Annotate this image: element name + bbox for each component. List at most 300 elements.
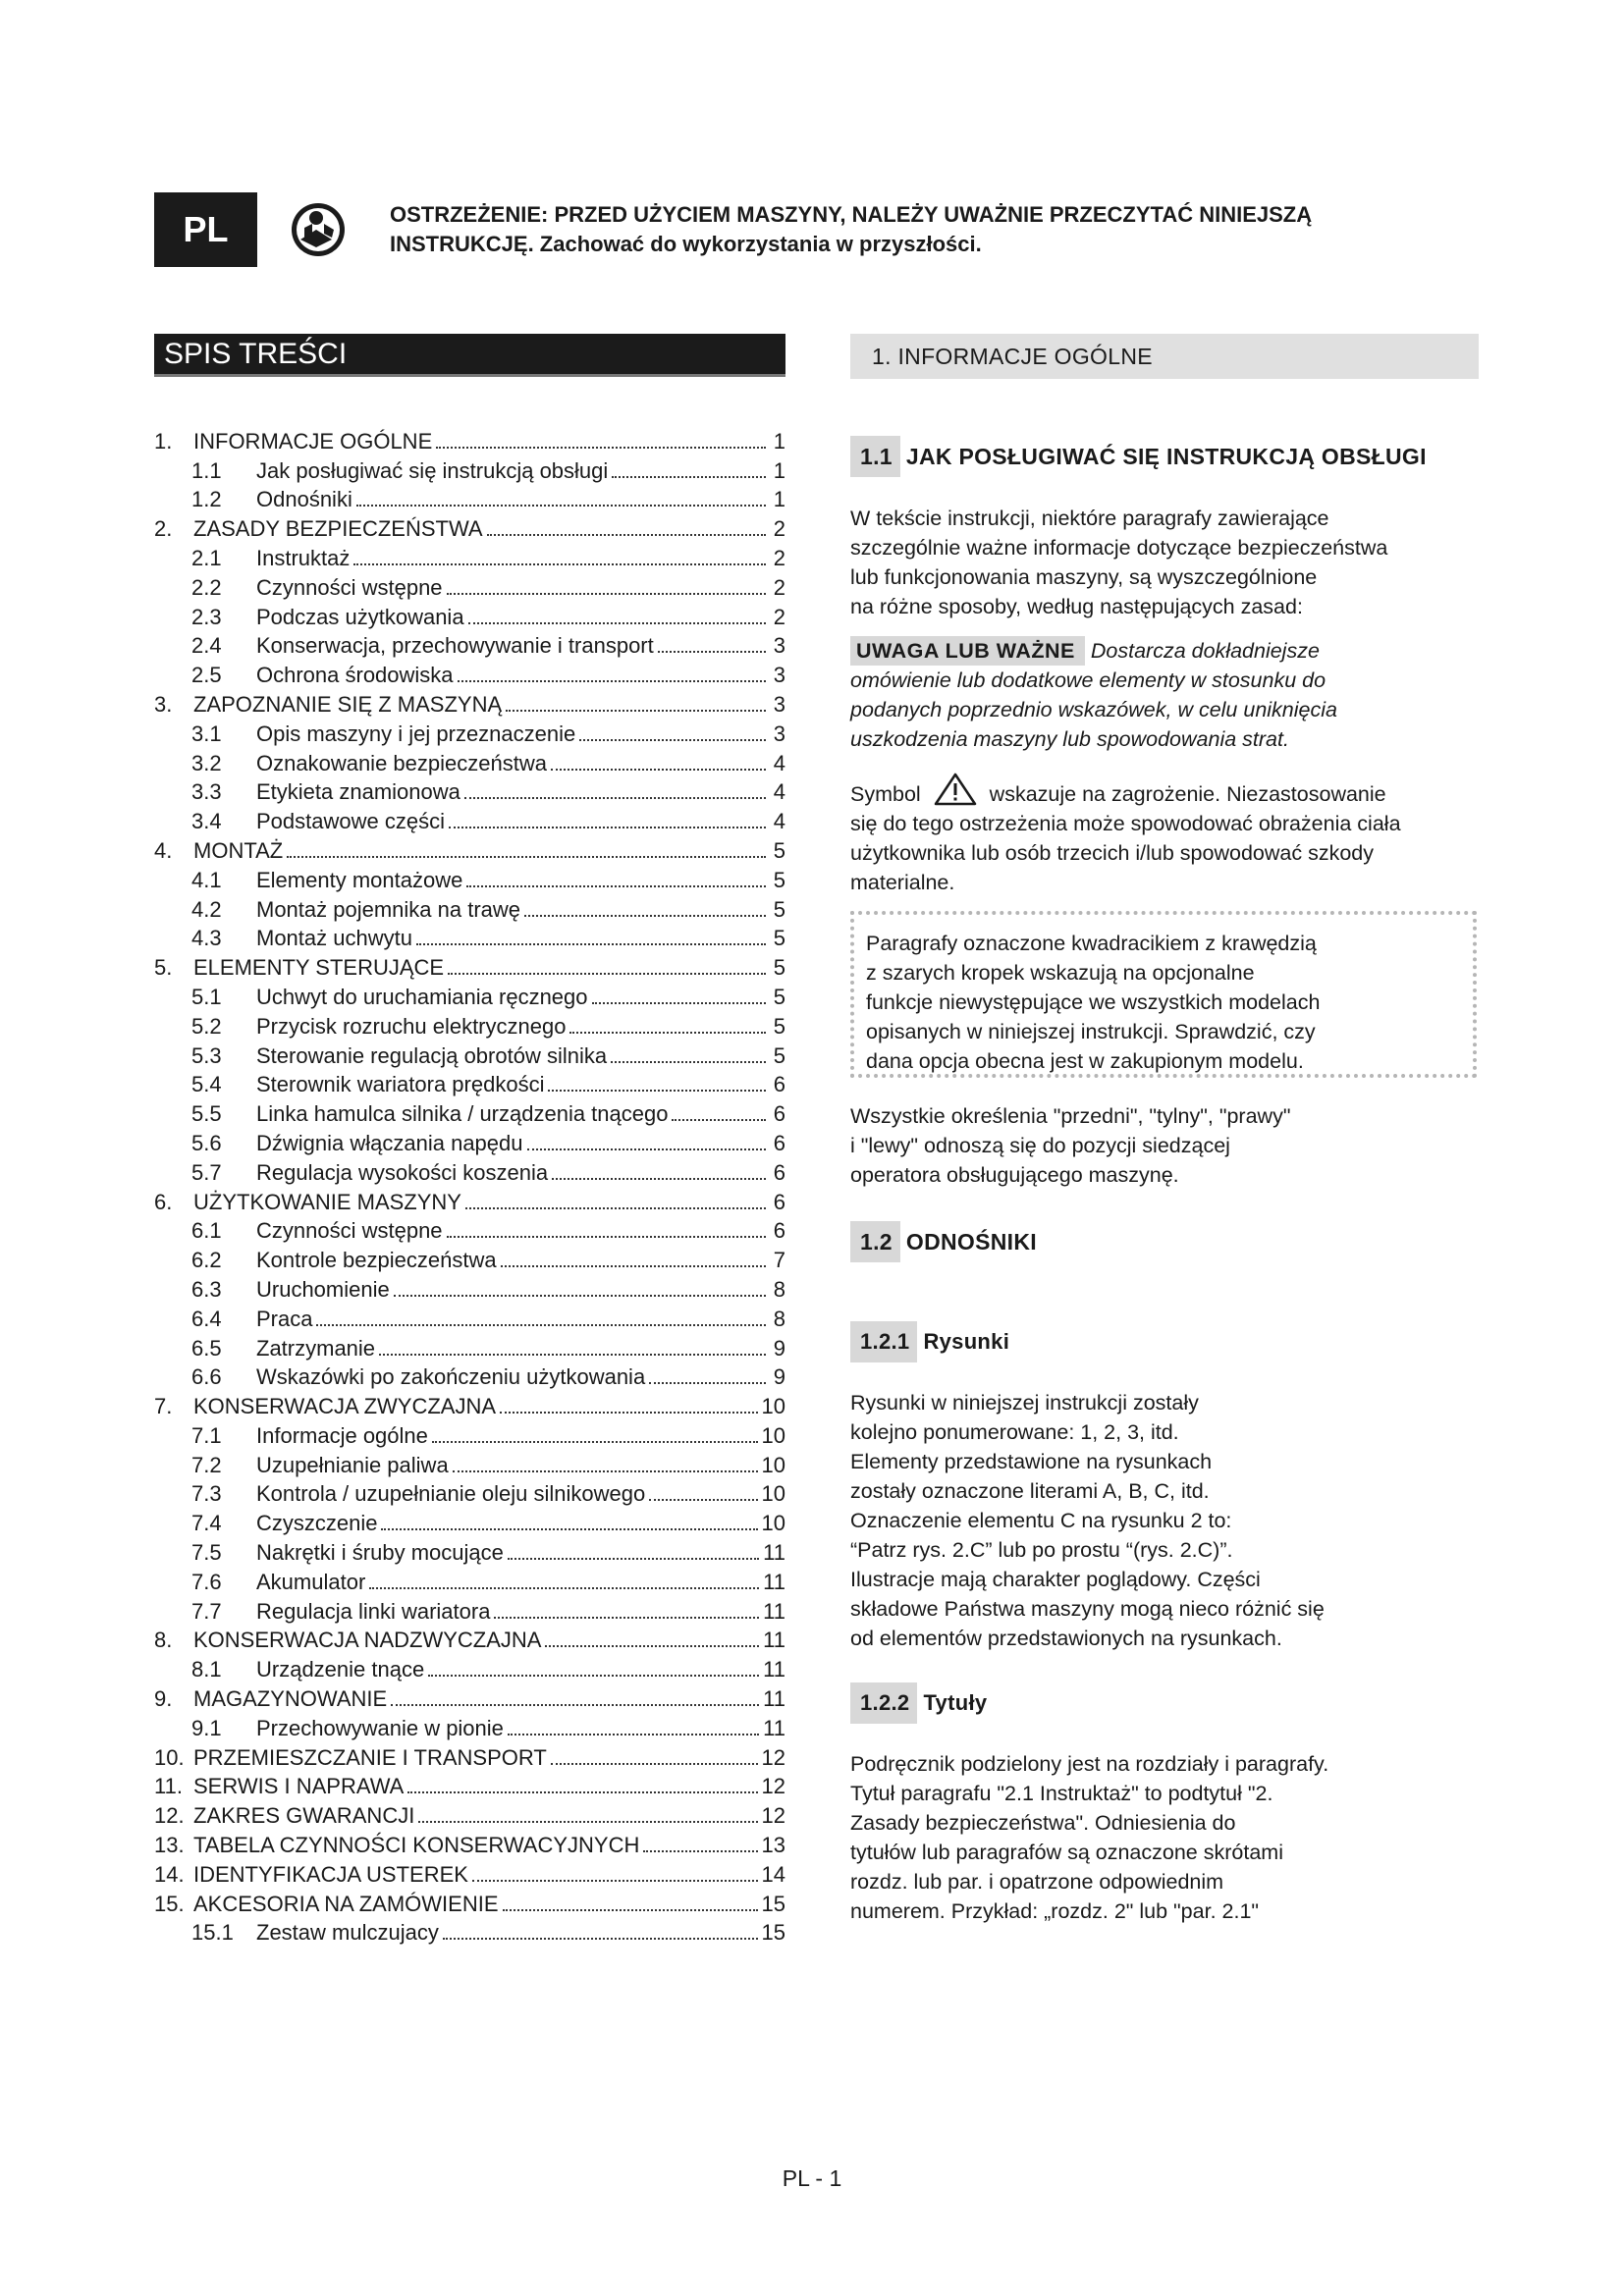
text-line: użytkownika lub osób trzecich i/lub spowodować szkody — [850, 841, 1374, 865]
toc-item-label: Regulacja linki wariatora — [256, 1598, 491, 1624]
toc-item-label: Odnośniki — [256, 487, 352, 512]
toc-item-label: Zatrzymanie — [256, 1335, 376, 1361]
subsection-title: Rysunki — [923, 1329, 1010, 1354]
toc-item-label: Oznakowanie bezpieczeństwa — [256, 750, 547, 775]
toc-item-label: Nakrętki i śruby mocujące — [256, 1540, 504, 1566]
toc-item-page: 6 — [773, 1159, 785, 1185]
toc-item-page: 5 — [773, 867, 785, 892]
toc-item-page: 14 — [761, 1861, 785, 1887]
read-manual-icon — [287, 200, 352, 259]
toc-dot-leader — [551, 1762, 758, 1765]
toc-item-label: MAGAZYNOWANIE — [193, 1686, 388, 1712]
toc-item-label: Wskazówki po zakończeniu użytkowania — [256, 1364, 646, 1390]
toc-dot-leader — [465, 1206, 766, 1209]
toc-item-number: 2.4 — [191, 633, 222, 659]
subsection-1-1-heading — [850, 436, 1427, 477]
toc-item — [154, 629, 785, 659]
text-line: kolejno ponumerowane: 1, 2, 3, itd. — [850, 1420, 1179, 1444]
subsection-number: 1.2 — [850, 1221, 900, 1262]
toc-item-number: 7.7 — [191, 1598, 222, 1624]
toc-item-number: 6. — [154, 1189, 173, 1214]
subsection-1-2-heading — [850, 1221, 1037, 1262]
toc-dot-leader — [508, 1557, 759, 1560]
toc-item-number: 14. — [154, 1861, 185, 1887]
toc-item-page: 9 — [773, 1335, 785, 1361]
warning-triangle-icon — [933, 772, 978, 807]
toc-title: SPIS TREŚCI — [164, 337, 348, 370]
text-line: materialne. — [850, 871, 955, 894]
toc-item-label: Sterownik wariatora prędkości — [256, 1072, 545, 1097]
toc-item-number: 5.3 — [191, 1042, 222, 1068]
toc-item-label: Praca — [256, 1306, 313, 1331]
toc-item — [154, 1916, 785, 1946]
toc-item — [154, 775, 785, 805]
toc-item-page: 15 — [761, 1920, 785, 1946]
toc-title-bar — [154, 334, 785, 377]
toc-dot-leader — [379, 1353, 766, 1356]
toc-item-page: 10 — [761, 1511, 785, 1536]
subsection-title: ODNOŚNIKI — [905, 1228, 1037, 1255]
toc-item-label: Urządzenie tnące — [256, 1657, 425, 1682]
optional-feature-box — [850, 911, 1477, 1078]
language-badge-label: PL — [183, 209, 229, 249]
toc-item — [154, 1682, 785, 1711]
toc-item — [154, 1389, 785, 1418]
toc-item-label: Czynności wstępne — [256, 574, 443, 600]
toc-dot-leader — [672, 1118, 766, 1121]
toc-item-label: Czynności wstępne — [256, 1218, 443, 1244]
toc-item-page: 10 — [761, 1394, 785, 1419]
toc-item-page: 5 — [773, 1042, 785, 1068]
text-line: się do tego ostrzeżenia może spowodować obrażenia ciała — [850, 812, 1401, 835]
toc-item-number: 10. — [154, 1744, 185, 1770]
toc-item — [154, 1857, 785, 1887]
toc-item-page: 4 — [773, 750, 785, 775]
toc-dot-leader — [436, 446, 766, 449]
toc-item-page: 12 — [761, 1744, 785, 1770]
toc-item-page: 10 — [761, 1422, 785, 1448]
text-line: dana opcja obecna jest w zakupionym modelu. — [866, 1049, 1304, 1073]
toc-item-number: 6.4 — [191, 1306, 222, 1331]
subsection-number: 1.1 — [850, 436, 900, 477]
text-line: funkcje niewystępujące we wszystkich modelach — [866, 990, 1321, 1014]
toc-item-number: 6.5 — [191, 1335, 222, 1361]
toc-item-number: 12. — [154, 1803, 185, 1829]
toc-item — [154, 1302, 785, 1331]
toc-item-label: Akumulator — [256, 1569, 366, 1594]
toc-item-number: 6.6 — [191, 1364, 222, 1390]
toc-item-label: Kontrole bezpieczeństwa — [256, 1248, 497, 1273]
toc-item — [154, 804, 785, 833]
toc-item-page: 6 — [773, 1072, 785, 1097]
toc-item — [154, 717, 785, 746]
toc-dot-leader — [407, 1790, 757, 1793]
toc-item-page: 2 — [773, 604, 785, 629]
toc-item — [154, 1096, 785, 1126]
toc-item-label: Podstawowe części — [256, 809, 445, 834]
toc-item-label: Etykieta znamionowa — [256, 779, 460, 805]
toc-item-number: 4. — [154, 837, 173, 863]
toc-item-page: 2 — [773, 545, 785, 570]
toc-dot-leader — [508, 1733, 759, 1735]
toc-item-page: 5 — [773, 896, 785, 922]
toc-item-page: 10 — [761, 1481, 785, 1507]
toc-item — [154, 1009, 785, 1039]
toc-item-label: Uchwyt do uruchamiania ręcznego — [256, 984, 588, 1009]
titles-paragraph — [850, 1749, 1479, 1926]
toc-dot-leader — [643, 1849, 757, 1852]
toc-dot-leader — [649, 1498, 757, 1501]
toc-item-number: 13. — [154, 1833, 185, 1858]
toc-dot-leader — [428, 1674, 759, 1677]
toc-item-page: 11 — [763, 1598, 785, 1624]
toc-item-label: UŻYTKOWANIE MASZYNY — [193, 1189, 461, 1214]
page-number: PL - 1 — [782, 2165, 842, 2191]
text-line: Elementy przedstawione na rysunkach — [850, 1450, 1213, 1473]
toc-dot-leader — [356, 504, 766, 507]
toc-item-label: Elementy montażowe — [256, 867, 463, 892]
toc-item — [154, 1711, 785, 1740]
safety-warning-header — [390, 200, 1489, 259]
toc-item-label: Informacje ogólne — [256, 1422, 428, 1448]
toc-item-number: 7.6 — [191, 1569, 222, 1594]
position-paragraph — [850, 1101, 1479, 1190]
toc-item — [154, 980, 785, 1009]
toc-item-label: IDENTYFIKACJA USTEREK — [193, 1861, 468, 1887]
toc-dot-leader — [466, 884, 766, 887]
text-line: lub funkcjonowania maszyny, są wyszczególnione — [850, 565, 1318, 589]
toc-dot-leader — [552, 1177, 766, 1180]
text-line: W tekście instrukcji, niektóre paragrafy zawierające — [850, 507, 1329, 530]
toc-item-label: Podczas użytkowania — [256, 604, 464, 629]
toc-item-number: 5.2 — [191, 1013, 222, 1039]
toc-item — [154, 1331, 785, 1361]
subsection-title: Tytuły — [923, 1690, 988, 1715]
toc-item-label: ZAKRES GWARANCJI — [193, 1803, 415, 1829]
toc-item-page: 3 — [773, 633, 785, 659]
subsection-number: 1.2.2 — [850, 1682, 917, 1724]
toc-dot-leader — [658, 650, 766, 653]
toc-dot-leader — [369, 1586, 759, 1589]
toc-item-page: 3 — [773, 691, 785, 717]
text-line: i "lewy" odnoszą się do pozycji siedzącej — [850, 1134, 1230, 1157]
toc-item-number: 1.2 — [191, 487, 222, 512]
toc-item-label: Przechowywanie w pionie — [256, 1715, 504, 1740]
toc-item-page: 11 — [763, 1657, 785, 1682]
toc-item — [154, 1770, 785, 1799]
toc-dot-leader — [524, 914, 766, 917]
toc-item-label: Dźwignia włączania napędu — [256, 1130, 523, 1155]
toc-dot-leader — [447, 592, 766, 595]
text-line: od elementów przedstawionych na rysunkach. — [850, 1627, 1282, 1650]
toc-item-number: 3.4 — [191, 809, 222, 834]
toc-item — [154, 1624, 785, 1653]
toc-item-label: Konserwacja, przechowywanie i transport — [256, 633, 654, 659]
toc-item — [154, 454, 785, 483]
text-line: zostały oznaczone literami A, B, C, itd. — [850, 1479, 1210, 1503]
toc-item-label: Przycisk rozruchu elektrycznego — [256, 1013, 567, 1039]
text-line: na różne sposoby, według następujących zasad: — [850, 595, 1303, 618]
toc-item-label: TABELA CZYNNOŚCI KONSERWACYJNYCH — [193, 1833, 640, 1858]
toc-dot-leader — [394, 1294, 766, 1297]
toc-item-number: 2.5 — [191, 663, 222, 688]
toc-item-label: Montaż uchwytu — [256, 926, 412, 951]
text-line: Tytuł paragrafu "2.1 Instruktaż" to podtytuł "2. — [850, 1782, 1273, 1805]
toc-item-number: 9.1 — [191, 1715, 222, 1740]
toc-item — [154, 1887, 785, 1916]
toc-item-page: 3 — [773, 663, 785, 688]
toc-item-label: Uruchomienie — [256, 1276, 390, 1302]
toc-item-page: 13 — [761, 1833, 785, 1858]
toc-item-label: Regulacja wysokości koszenia — [256, 1159, 549, 1185]
toc-item — [154, 746, 785, 775]
text-line: “Patrz rys. 2.C” lub po prostu “(rys. 2.C)”. — [850, 1538, 1233, 1562]
toc-item-number: 1. — [154, 428, 173, 454]
toc-item-page: 6 — [773, 1130, 785, 1155]
toc-dot-leader — [579, 738, 766, 741]
toc-item-label: MONTAŻ — [193, 837, 284, 863]
toc-item-page: 8 — [773, 1276, 785, 1302]
toc-dot-leader — [464, 796, 766, 799]
toc-dot-leader — [353, 562, 766, 565]
toc-dot-leader — [649, 1381, 766, 1384]
toc-item — [154, 1243, 785, 1272]
toc-item-number: 7.2 — [191, 1452, 222, 1477]
toc-item-page: 6 — [773, 1101, 785, 1127]
toc-item-number: 5.5 — [191, 1101, 222, 1127]
toc-item-number: 6.1 — [191, 1218, 222, 1244]
toc-item-number: 15. — [154, 1891, 185, 1916]
text-line: z szarych kropek wskazują na opcjonalne — [866, 961, 1255, 985]
toc-item-page: 15 — [761, 1891, 785, 1916]
toc-dot-leader — [551, 768, 766, 771]
toc-dot-leader — [494, 1616, 759, 1619]
toc-item — [154, 1506, 785, 1535]
toc-dot-leader — [453, 1469, 758, 1472]
toc-dot-leader — [611, 1060, 766, 1063]
toc-dot-leader — [416, 942, 766, 945]
table-of-contents — [154, 424, 785, 1945]
toc-item-label: KONSERWACJA ZWYCZAJNA — [193, 1394, 497, 1419]
toc-item-number: 5.1 — [191, 984, 222, 1009]
toc-item-label: Sterowanie regulacją obrotów silnika — [256, 1042, 608, 1068]
toc-dot-leader — [501, 1264, 766, 1267]
toc-item-number: 8. — [154, 1628, 173, 1653]
toc-item-number: 2.2 — [191, 574, 222, 600]
toc-dot-leader — [418, 1820, 757, 1823]
text-line: szczególnie ważne informacje dotyczące bezpieczeństwa — [850, 536, 1388, 560]
toc-item — [154, 1652, 785, 1682]
note-text: Dostarcza dokładniejsze — [1090, 639, 1320, 663]
subsection-1-2-1-heading — [850, 1321, 1009, 1362]
text-line: operatora obsługującego maszynę. — [850, 1163, 1179, 1187]
toc-item-label: Opis maszyny i jej przeznaczenie — [256, 721, 576, 746]
toc-item — [154, 1214, 785, 1244]
toc-item-number: 11. — [154, 1774, 183, 1799]
toc-dot-leader — [506, 709, 766, 712]
warning-line-1: OSTRZEŻENIE: PRZED UŻYCIEM MASZYNY, NALEŻY UWAŻNIE PRZECZYTAĆ NINIEJSZĄ — [390, 202, 1313, 227]
toc-dot-leader — [448, 972, 766, 975]
toc-item — [154, 892, 785, 922]
toc-item-number: 4.1 — [191, 867, 222, 892]
toc-dot-leader — [487, 533, 766, 536]
toc-dot-leader — [527, 1148, 767, 1150]
toc-item-label: SERWIS I NAPRAWA — [193, 1774, 405, 1799]
toc-item-number: 2.3 — [191, 604, 222, 629]
toc-item-label: AKCESORIA NA ZAMÓWIENIE — [193, 1891, 499, 1916]
toc-item — [154, 950, 785, 980]
toc-item-number: 5.7 — [191, 1159, 222, 1185]
toc-item-page: 12 — [761, 1774, 785, 1799]
toc-item — [154, 483, 785, 512]
toc-item-number: 4.3 — [191, 926, 222, 951]
toc-item-page: 5 — [773, 955, 785, 981]
note-line: uszkodzenia maszyny lub spowodowania strat. — [850, 727, 1289, 751]
text-line: składowe Państwa maszyny mogą nieco różnić się — [850, 1597, 1325, 1621]
note-line: omówienie lub dodatkowe elementy w stosunku do — [850, 668, 1326, 692]
toc-item-page: 5 — [773, 984, 785, 1009]
toc-item-label: Linka hamulca silnika / urządzenia tnącego — [256, 1101, 669, 1127]
toc-item — [154, 1272, 785, 1302]
toc-item-label: Jak posługiwać się instrukcją obsługi — [256, 457, 609, 483]
text-line: Podręcznik podzielony jest na rozdziały i paragrafy. — [850, 1752, 1329, 1776]
subsection-title: JAK POSŁUGIWAĆ SIĘ INSTRUKCJĄ OBSŁUGI — [905, 443, 1427, 469]
toc-item-number: 3.2 — [191, 750, 222, 775]
subsection-1-2-2-heading — [850, 1682, 987, 1724]
toc-item — [154, 833, 785, 863]
toc-item-page: 11 — [763, 1686, 785, 1712]
toc-dot-leader — [316, 1323, 766, 1326]
section-title-bar — [850, 334, 1479, 379]
toc-dot-leader — [612, 475, 766, 478]
toc-item-page: 2 — [773, 574, 785, 600]
toc-item — [154, 1361, 785, 1390]
toc-item-label: Ochrona środowiska — [256, 663, 454, 688]
toc-item-label: Montaż pojemnika na trawę — [256, 896, 521, 922]
text-line: Wszystkie określenia "przedni", "tylny", "prawy" — [850, 1104, 1291, 1128]
toc-item-label: KONSERWACJA NADZWYCZAJNA — [193, 1628, 542, 1653]
toc-item-label: ZASADY BEZPIECZEŃSTWA — [193, 516, 483, 542]
toc-item-number: 7.5 — [191, 1540, 222, 1566]
toc-item-number: 6.3 — [191, 1276, 222, 1302]
text-line: tytułów lub paragrafów są oznaczone skrótami — [850, 1841, 1283, 1864]
toc-item-label: Instruktaż — [256, 545, 351, 570]
toc-dot-leader — [287, 855, 766, 858]
toc-item-page: 11 — [763, 1540, 785, 1566]
toc-item-number: 7.3 — [191, 1481, 222, 1507]
figures-paragraph — [850, 1388, 1479, 1653]
toc-item-label: Kontrola / uzupełnianie oleju silnikowego — [256, 1481, 646, 1507]
toc-item-number: 5. — [154, 955, 173, 981]
toc-dot-leader — [443, 1937, 758, 1940]
toc-dot-leader — [592, 1001, 766, 1004]
section-title: 1. INFORMACJE OGÓLNE — [872, 343, 1153, 369]
toc-item-page: 12 — [761, 1803, 785, 1829]
symbol-paragraph — [850, 772, 1479, 897]
toc-item-label: Zestaw mulczujacy — [256, 1920, 439, 1946]
toc-item-page: 3 — [773, 721, 785, 746]
note-paragraph — [850, 636, 1479, 754]
note-label: UWAGA LUB WAŻNE — [850, 636, 1085, 666]
toc-item-page: 10 — [761, 1452, 785, 1477]
text-line: Paragrafy oznaczone kwadracikiem z krawędzią — [866, 932, 1317, 955]
toc-item-page: 7 — [773, 1248, 785, 1273]
toc-item — [154, 1828, 785, 1857]
toc-item-number: 5.4 — [191, 1072, 222, 1097]
toc-item-number: 15.1 — [191, 1920, 234, 1946]
toc-dot-leader — [432, 1440, 758, 1443]
toc-item-page: 6 — [773, 1218, 785, 1244]
toc-item — [154, 600, 785, 629]
toc-item-page: 8 — [773, 1306, 785, 1331]
subsection-number: 1.2.1 — [850, 1321, 917, 1362]
toc-item-number: 3. — [154, 691, 173, 717]
toc-item-page: 1 — [773, 457, 785, 483]
language-badge — [154, 192, 257, 267]
toc-dot-leader — [503, 1908, 758, 1911]
toc-item — [154, 1155, 785, 1185]
toc-item-number: 5.6 — [191, 1130, 222, 1155]
toc-item — [154, 1039, 785, 1068]
toc-item-number: 3.1 — [191, 721, 222, 746]
symbol-text: wskazuje na zagrożenie. Niezastosowanie — [989, 782, 1386, 806]
toc-item-page: 11 — [763, 1569, 785, 1594]
toc-item-number: 3.3 — [191, 779, 222, 805]
toc-dot-leader — [468, 621, 766, 624]
toc-item — [154, 1126, 785, 1155]
toc-item — [154, 687, 785, 717]
text-line: rozdz. lub par. i opatrzone odpowiednim — [850, 1870, 1224, 1894]
toc-dot-leader — [449, 826, 766, 828]
toc-item-label: ELEMENTY STERUJĄCE — [193, 955, 445, 981]
toc-item-number: 4.2 — [191, 896, 222, 922]
toc-item-page: 6 — [773, 1189, 785, 1214]
toc-item — [154, 863, 785, 892]
text-line: Rysunki w niniejszej instrukcji zostały — [850, 1391, 1199, 1415]
warning-line-2: INSTRUKCJĘ. Zachować do wykorzystania w przyszłości. — [390, 232, 982, 256]
toc-item — [154, 1798, 785, 1828]
toc-item-label: PRZEMIESZCZANIE I TRANSPORT — [193, 1744, 547, 1770]
toc-item-page: 5 — [773, 837, 785, 863]
toc-dot-leader — [458, 679, 766, 682]
toc-item-page: 4 — [773, 809, 785, 834]
toc-dot-leader — [381, 1527, 757, 1530]
toc-dot-leader — [548, 1089, 766, 1092]
toc-item-number: 2. — [154, 516, 173, 542]
toc-item-page: 1 — [773, 487, 785, 512]
toc-item-page: 5 — [773, 926, 785, 951]
toc-dot-leader — [569, 1031, 766, 1034]
toc-dot-leader — [447, 1235, 766, 1238]
toc-item — [154, 570, 785, 600]
toc-item-page: 9 — [773, 1364, 785, 1390]
toc-item — [154, 1448, 785, 1477]
toc-item-label: Uzupełnianie paliwa — [256, 1452, 449, 1477]
toc-item-page: 1 — [773, 428, 785, 454]
toc-dot-leader — [500, 1411, 757, 1414]
toc-item-number: 7. — [154, 1394, 173, 1419]
toc-dot-leader — [545, 1644, 759, 1647]
note-line: podanych poprzednio wskazówek, w celu uniknięcia — [850, 698, 1337, 721]
toc-item-number: 7.4 — [191, 1511, 222, 1536]
text-line: opisanych w niniejszej instrukcji. Sprawdzić, czy — [866, 1020, 1316, 1043]
toc-item — [154, 1068, 785, 1097]
toc-item — [154, 541, 785, 570]
toc-item-number: 7.1 — [191, 1422, 222, 1448]
toc-item-page: 11 — [763, 1628, 785, 1653]
toc-item-page: 2 — [773, 516, 785, 542]
toc-item — [154, 922, 785, 951]
